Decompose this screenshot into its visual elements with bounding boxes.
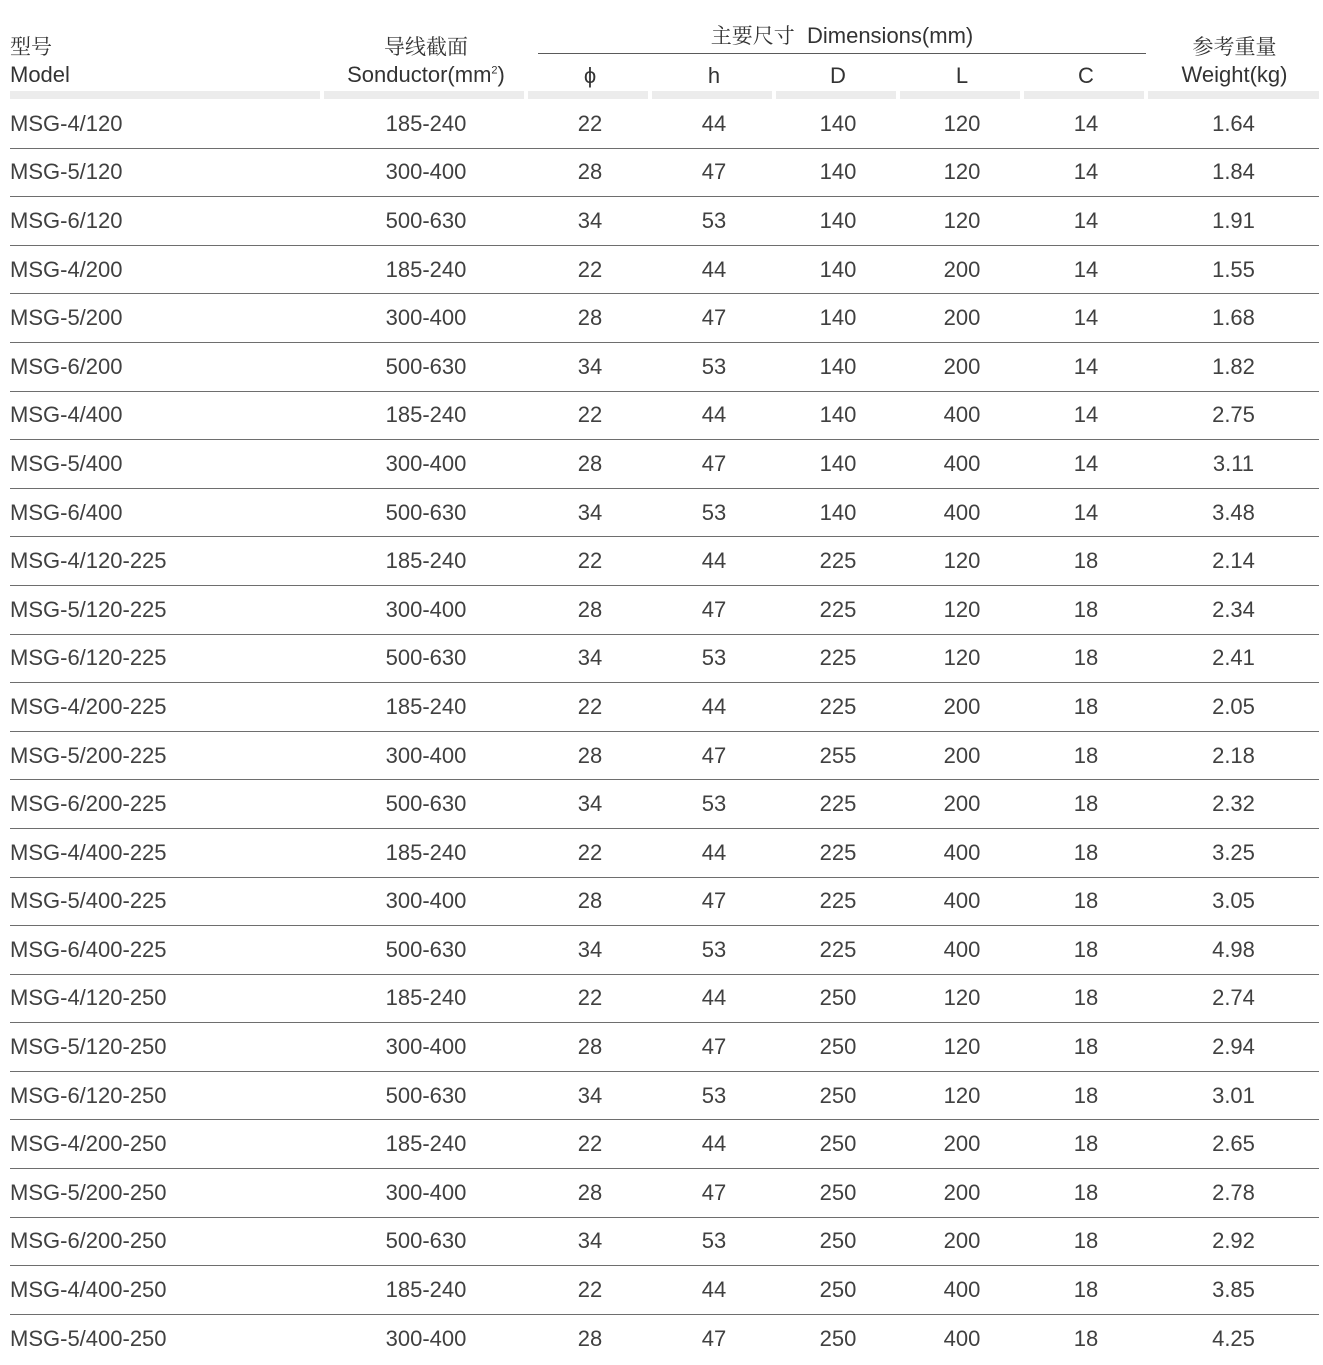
- header-band: [652, 91, 772, 99]
- cell-conductor: 500-630: [385, 791, 467, 817]
- cell-h: 44: [701, 839, 727, 865]
- cell-d: 140: [819, 305, 857, 331]
- cell-c: 18: [1073, 791, 1099, 817]
- cell-model: MSG-4/120-225: [10, 548, 167, 574]
- cell-phi: 34: [577, 645, 603, 671]
- cell-c: 14: [1073, 207, 1099, 233]
- cell-l: 200: [943, 256, 981, 282]
- cell-weight: 2.14: [1212, 548, 1255, 574]
- cell-model: MSG-6/120-225: [10, 645, 167, 671]
- table-row: [10, 149, 1319, 198]
- cell-d: 225: [819, 645, 857, 671]
- cell-c: 18: [1073, 742, 1099, 768]
- cell-c: 18: [1073, 548, 1099, 574]
- cell-d: 250: [819, 1082, 857, 1108]
- cell-h: 53: [701, 645, 727, 671]
- table-row: [10, 780, 1319, 829]
- cell-l: 120: [943, 596, 981, 622]
- cell-phi: 28: [577, 1179, 603, 1205]
- cell-l: 400: [943, 499, 981, 525]
- table-row: [10, 100, 1319, 149]
- header-conductor-close: ): [497, 62, 505, 87]
- cell-weight: 3.01: [1212, 1082, 1255, 1108]
- cell-conductor: 500-630: [385, 645, 467, 671]
- header-conductor: [324, 33, 528, 89]
- cell-conductor: 185-240: [385, 839, 467, 865]
- header-model: [10, 33, 160, 89]
- cell-d: 225: [819, 936, 857, 962]
- cell-weight: 3.25: [1212, 839, 1255, 865]
- cell-c: 18: [1073, 1326, 1099, 1352]
- cell-d: 140: [819, 207, 857, 233]
- cell-d: 225: [819, 596, 857, 622]
- header-model-en: Model: [10, 62, 70, 87]
- cell-model: MSG-4/200-250: [10, 1131, 167, 1157]
- cell-c: 18: [1073, 936, 1099, 962]
- header-weight-en: Weight(kg): [1181, 62, 1288, 87]
- cell-h: 47: [701, 1326, 727, 1352]
- cell-l: 200: [943, 305, 981, 331]
- cell-h: 53: [701, 353, 727, 379]
- cell-model: MSG-5/400-225: [10, 888, 167, 914]
- cell-c: 18: [1073, 888, 1099, 914]
- cell-l: 200: [943, 693, 981, 719]
- header-dimensions-cn: 主要尺寸: [710, 24, 795, 48]
- header-l: L: [955, 63, 969, 88]
- cell-weight: 4.25: [1212, 1326, 1255, 1352]
- cell-phi: 28: [577, 1034, 603, 1060]
- cell-phi: 34: [577, 936, 603, 962]
- cell-d: 250: [819, 1034, 857, 1060]
- cell-c: 18: [1073, 693, 1099, 719]
- cell-l: 200: [943, 742, 981, 768]
- cell-l: 200: [943, 353, 981, 379]
- cell-c: 18: [1073, 839, 1099, 865]
- cell-weight: 2.34: [1212, 596, 1255, 622]
- cell-conductor: 185-240: [385, 1277, 467, 1303]
- cell-conductor: 300-400: [385, 888, 467, 914]
- table-row: [10, 1218, 1319, 1267]
- cell-c: 18: [1073, 596, 1099, 622]
- cell-d: 250: [819, 985, 857, 1011]
- header-dimensions: [538, 22, 1146, 50]
- cell-phi: 22: [577, 1277, 603, 1303]
- cell-d: 250: [819, 1326, 857, 1352]
- cell-model: MSG-5/400-250: [10, 1326, 167, 1352]
- table-row: [10, 683, 1319, 732]
- cell-phi: 22: [577, 402, 603, 428]
- cell-conductor: 185-240: [385, 985, 467, 1011]
- cell-phi: 28: [577, 305, 603, 331]
- cell-d: 250: [819, 1131, 857, 1157]
- header-h: h: [707, 63, 721, 88]
- cell-h: 44: [701, 402, 727, 428]
- cell-weight: 3.05: [1212, 888, 1255, 914]
- cell-c: 18: [1073, 1082, 1099, 1108]
- cell-l: 200: [943, 1131, 981, 1157]
- cell-conductor: 300-400: [385, 596, 467, 622]
- cell-l: 120: [943, 645, 981, 671]
- cell-phi: 34: [577, 1082, 603, 1108]
- cell-phi: 22: [577, 256, 603, 282]
- cell-l: 120: [943, 207, 981, 233]
- cell-d: 225: [819, 791, 857, 817]
- cell-conductor: 185-240: [385, 110, 467, 136]
- cell-c: 18: [1073, 645, 1099, 671]
- cell-c: 18: [1073, 1034, 1099, 1060]
- table-header: [10, 0, 1319, 100]
- header-model-cn: 型号: [10, 35, 52, 59]
- cell-model: MSG-6/200: [10, 353, 123, 379]
- cell-model: MSG-5/200-225: [10, 742, 167, 768]
- table-row: [10, 1315, 1319, 1364]
- cell-h: 44: [701, 1277, 727, 1303]
- cell-h: 53: [701, 936, 727, 962]
- cell-conductor: 500-630: [385, 499, 467, 525]
- table-row: [10, 878, 1319, 927]
- cell-phi: 34: [577, 499, 603, 525]
- cell-conductor: 185-240: [385, 693, 467, 719]
- table-row: [10, 489, 1319, 538]
- cell-model: MSG-4/400: [10, 402, 123, 428]
- cell-c: 14: [1073, 499, 1099, 525]
- cell-l: 200: [943, 791, 981, 817]
- cell-weight: 2.32: [1212, 791, 1255, 817]
- header-band: [10, 91, 320, 99]
- cell-d: 140: [819, 499, 857, 525]
- header-phi: ϕ: [583, 63, 597, 88]
- cell-weight: 2.75: [1212, 402, 1255, 428]
- cell-phi: 34: [577, 1228, 603, 1254]
- cell-d: 255: [819, 742, 857, 768]
- cell-c: 18: [1073, 1131, 1099, 1157]
- cell-weight: 1.55: [1212, 256, 1255, 282]
- cell-d: 225: [819, 888, 857, 914]
- table-row: [10, 1072, 1319, 1121]
- cell-c: 14: [1073, 110, 1099, 136]
- cell-l: 120: [943, 548, 981, 574]
- cell-h: 53: [701, 1228, 727, 1254]
- cell-weight: 2.41: [1212, 645, 1255, 671]
- cell-conductor: 300-400: [385, 450, 467, 476]
- cell-weight: 2.18: [1212, 742, 1255, 768]
- cell-model: MSG-6/200-250: [10, 1228, 167, 1254]
- cell-l: 400: [943, 839, 981, 865]
- cell-c: 14: [1073, 353, 1099, 379]
- cell-model: MSG-5/400: [10, 450, 123, 476]
- cell-model: MSG-4/120: [10, 110, 123, 136]
- cell-conductor: 185-240: [385, 1131, 467, 1157]
- cell-phi: 34: [577, 791, 603, 817]
- cell-h: 44: [701, 693, 727, 719]
- cell-c: 18: [1073, 985, 1099, 1011]
- header-c: C: [1078, 63, 1094, 88]
- cell-d: 140: [819, 110, 857, 136]
- cell-phi: 22: [577, 839, 603, 865]
- table-row: [10, 635, 1319, 684]
- header-band: [1024, 91, 1144, 99]
- cell-l: 200: [943, 1228, 981, 1254]
- cell-h: 47: [701, 596, 727, 622]
- cell-l: 120: [943, 985, 981, 1011]
- header-band: [1148, 91, 1319, 99]
- cell-c: 14: [1073, 159, 1099, 185]
- cell-d: 225: [819, 839, 857, 865]
- cell-l: 400: [943, 888, 981, 914]
- table-row: [10, 537, 1319, 586]
- header-conductor-en-text: Sonductor(mm: [347, 62, 492, 87]
- cell-weight: 2.05: [1212, 693, 1255, 719]
- cell-d: 140: [819, 353, 857, 379]
- cell-conductor: 500-630: [385, 936, 467, 962]
- cell-conductor: 300-400: [385, 1326, 467, 1352]
- cell-model: MSG-6/120-250: [10, 1082, 167, 1108]
- cell-phi: 22: [577, 693, 603, 719]
- cell-l: 120: [943, 1082, 981, 1108]
- spec-table: [10, 0, 1319, 1352]
- header-band: [528, 91, 648, 99]
- cell-h: 53: [701, 499, 727, 525]
- cell-conductor: 500-630: [385, 1082, 467, 1108]
- table-row: [10, 1169, 1319, 1218]
- table-row: [10, 975, 1319, 1024]
- table-row: [10, 246, 1319, 295]
- cell-conductor: 300-400: [385, 305, 467, 331]
- cell-conductor: 300-400: [385, 159, 467, 185]
- cell-model: MSG-6/200-225: [10, 791, 167, 817]
- cell-l: 120: [943, 110, 981, 136]
- cell-d: 140: [819, 450, 857, 476]
- cell-h: 44: [701, 110, 727, 136]
- cell-l: 400: [943, 402, 981, 428]
- table-row: [10, 926, 1319, 975]
- cell-l: 120: [943, 1034, 981, 1060]
- cell-l: 200: [943, 1179, 981, 1205]
- cell-phi: 34: [577, 207, 603, 233]
- cell-h: 47: [701, 1179, 727, 1205]
- table-row: [10, 732, 1319, 781]
- cell-model: MSG-5/120: [10, 159, 123, 185]
- cell-h: 53: [701, 207, 727, 233]
- cell-h: 47: [701, 305, 727, 331]
- cell-phi: 22: [577, 1131, 603, 1157]
- cell-weight: 2.74: [1212, 985, 1255, 1011]
- cell-phi: 28: [577, 888, 603, 914]
- header-weight: [1150, 33, 1319, 89]
- cell-weight: 3.11: [1212, 450, 1255, 476]
- table-row: [10, 1266, 1319, 1315]
- cell-conductor: 500-630: [385, 1228, 467, 1254]
- table-row: [10, 197, 1319, 246]
- cell-model: MSG-5/200: [10, 305, 123, 331]
- table-row: [10, 829, 1319, 878]
- cell-phi: 28: [577, 159, 603, 185]
- dimensions-divider: [538, 53, 1146, 54]
- table-row: [10, 586, 1319, 635]
- cell-phi: 28: [577, 742, 603, 768]
- cell-d: 140: [819, 159, 857, 185]
- cell-conductor: 185-240: [385, 548, 467, 574]
- cell-weight: 1.68: [1212, 305, 1255, 331]
- cell-c: 18: [1073, 1277, 1099, 1303]
- table-row: [10, 440, 1319, 489]
- cell-model: MSG-4/120-250: [10, 985, 167, 1011]
- cell-model: MSG-5/200-250: [10, 1179, 167, 1205]
- cell-weight: 3.48: [1212, 499, 1255, 525]
- header-band: [776, 91, 896, 99]
- cell-c: 18: [1073, 1228, 1099, 1254]
- cell-h: 44: [701, 548, 727, 574]
- cell-h: 44: [701, 985, 727, 1011]
- header-band: [900, 91, 1020, 99]
- header-d: D: [830, 63, 846, 88]
- cell-conductor: 300-400: [385, 1034, 467, 1060]
- cell-phi: 22: [577, 548, 603, 574]
- cell-h: 44: [701, 256, 727, 282]
- cell-l: 120: [943, 159, 981, 185]
- cell-conductor: 185-240: [385, 402, 467, 428]
- cell-weight: 1.84: [1212, 159, 1255, 185]
- header-conductor-sup: 2: [491, 64, 498, 77]
- cell-phi: 34: [577, 353, 603, 379]
- cell-h: 47: [701, 742, 727, 768]
- cell-weight: 1.82: [1212, 353, 1255, 379]
- table-row: [10, 343, 1319, 392]
- cell-model: MSG-4/400-225: [10, 839, 167, 865]
- cell-conductor: 500-630: [385, 353, 467, 379]
- table-row: [10, 1120, 1319, 1169]
- header-conductor-cn: 导线截面: [384, 35, 468, 59]
- cell-model: MSG-6/400-225: [10, 936, 167, 962]
- cell-model: MSG-4/200: [10, 256, 123, 282]
- cell-c: 14: [1073, 256, 1099, 282]
- cell-c: 14: [1073, 305, 1099, 331]
- cell-weight: 2.65: [1212, 1131, 1255, 1157]
- cell-model: MSG-5/120-250: [10, 1034, 167, 1060]
- cell-d: 225: [819, 693, 857, 719]
- table-row: [10, 1023, 1319, 1072]
- cell-model: MSG-4/400-250: [10, 1277, 167, 1303]
- cell-d: 225: [819, 548, 857, 574]
- header-dimensions-en: Dimensions(mm): [806, 23, 974, 48]
- cell-h: 53: [701, 1082, 727, 1108]
- cell-c: 14: [1073, 450, 1099, 476]
- table-body: [10, 100, 1319, 1363]
- cell-weight: 2.78: [1212, 1179, 1255, 1205]
- cell-phi: 28: [577, 450, 603, 476]
- cell-h: 44: [701, 1131, 727, 1157]
- cell-phi: 22: [577, 110, 603, 136]
- cell-weight: 2.94: [1212, 1034, 1255, 1060]
- cell-c: 18: [1073, 1179, 1099, 1205]
- cell-l: 400: [943, 936, 981, 962]
- header-weight-cn: 参考重量: [1192, 35, 1277, 59]
- header-band: [324, 91, 524, 99]
- cell-h: 47: [701, 159, 727, 185]
- cell-h: 53: [701, 791, 727, 817]
- cell-conductor: 500-630: [385, 207, 467, 233]
- cell-weight: 1.91: [1212, 207, 1255, 233]
- cell-d: 250: [819, 1228, 857, 1254]
- cell-l: 400: [943, 1326, 981, 1352]
- cell-phi: 28: [577, 1326, 603, 1352]
- header-conductor-en: [324, 61, 528, 89]
- cell-phi: 22: [577, 985, 603, 1011]
- cell-conductor: 300-400: [385, 1179, 467, 1205]
- cell-model: MSG-4/200-225: [10, 693, 167, 719]
- cell-phi: 28: [577, 596, 603, 622]
- cell-model: MSG-6/400: [10, 499, 123, 525]
- table-row: [10, 392, 1319, 441]
- table-row: [10, 294, 1319, 343]
- cell-d: 250: [819, 1179, 857, 1205]
- cell-c: 14: [1073, 402, 1099, 428]
- cell-h: 47: [701, 450, 727, 476]
- cell-h: 47: [701, 1034, 727, 1060]
- cell-l: 400: [943, 1277, 981, 1303]
- cell-weight: 1.64: [1212, 110, 1255, 136]
- cell-d: 250: [819, 1277, 857, 1303]
- cell-l: 400: [943, 450, 981, 476]
- cell-d: 140: [819, 402, 857, 428]
- cell-model: MSG-6/120: [10, 207, 123, 233]
- cell-weight: 4.98: [1212, 936, 1255, 962]
- cell-conductor: 300-400: [385, 742, 467, 768]
- cell-h: 47: [701, 888, 727, 914]
- cell-weight: 2.92: [1212, 1228, 1255, 1254]
- cell-weight: 3.85: [1212, 1277, 1255, 1303]
- cell-d: 140: [819, 256, 857, 282]
- cell-model: MSG-5/120-225: [10, 596, 167, 622]
- cell-conductor: 185-240: [385, 256, 467, 282]
